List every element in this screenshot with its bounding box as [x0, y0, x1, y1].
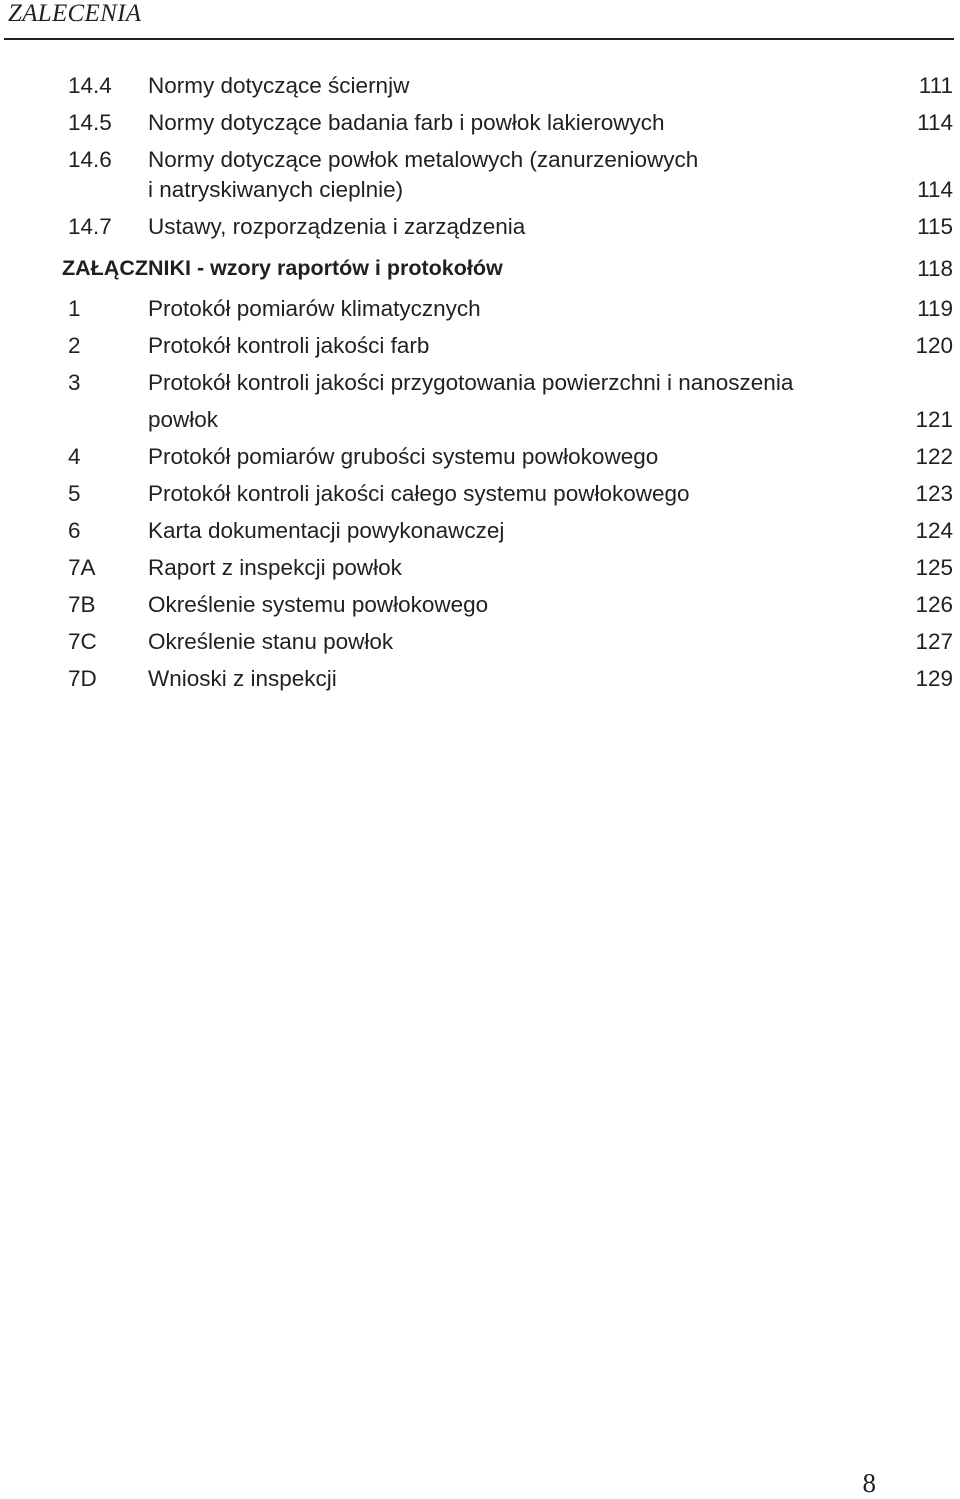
toc-entry-title: Protokół kontroli jakości farb	[148, 333, 430, 358]
toc-entry-title: Normy dotyczące ściernjw	[148, 73, 410, 98]
toc-entry-page: 123	[915, 481, 953, 506]
toc-entry-number: 14.5	[68, 110, 112, 135]
toc-entry[interactable]	[0, 592, 960, 626]
toc-entry[interactable]	[0, 214, 960, 248]
toc-entry-number: 7D	[68, 666, 97, 691]
toc-entry-number: 1	[68, 296, 81, 321]
toc-entry[interactable]	[0, 73, 960, 107]
toc-entry-title: Karta dokumentacji powykonawczej	[148, 518, 505, 543]
toc-entry-page: 111	[918, 73, 953, 98]
toc-entry[interactable]	[0, 110, 960, 144]
toc-entry-page: 122	[915, 444, 953, 469]
toc-entry[interactable]	[0, 370, 960, 442]
toc-entry[interactable]	[0, 555, 960, 589]
toc-entry-title: Normy dotyczące badania farb i powłok lakierowych	[148, 110, 665, 135]
toc-entry-page: 120	[915, 333, 953, 358]
toc-entry-page: 124	[915, 518, 953, 543]
toc-entry[interactable]	[0, 296, 960, 330]
section-heading: ZAŁĄCZNIKI - wzory raportów i protokołów	[62, 256, 503, 280]
toc-entry[interactable]	[0, 518, 960, 552]
toc-entry-page: 114	[917, 177, 953, 202]
toc-entry-number: 5	[68, 481, 81, 506]
toc-entry-title: Określenie systemu powłokowego	[148, 592, 489, 617]
toc-entry-number: 6	[68, 518, 81, 543]
toc-entry-page: 129	[915, 666, 953, 691]
running-header: ZALECENIA	[8, 0, 142, 27]
toc-entry-number: 7C	[68, 629, 97, 654]
toc-entry-page: 127	[915, 629, 953, 654]
toc-entry-title: Normy dotyczące powłok metalowych (zanurzeniowych	[148, 147, 699, 172]
section-heading-page: 118	[917, 256, 953, 281]
toc-entry[interactable]	[0, 481, 960, 515]
toc-entry-title: Wnioski z inspekcji	[148, 666, 337, 691]
toc-entry-page: 121	[915, 407, 953, 432]
toc-entry[interactable]	[0, 629, 960, 663]
toc-entry[interactable]	[0, 444, 960, 478]
header-rule	[4, 38, 954, 40]
toc-entry-number: 3	[68, 370, 81, 395]
page-number: 8	[862, 1468, 876, 1498]
toc-entry-title: Protokół kontroli jakości całego systemu powłokowego	[148, 481, 690, 506]
toc-entry[interactable]	[0, 147, 960, 213]
toc-entry-number: 14.7	[68, 214, 112, 239]
toc-entry-page: 126	[915, 592, 953, 617]
toc-entry-page: 119	[917, 296, 953, 321]
toc-entry-number: 14.6	[68, 147, 112, 172]
toc-entry-title: Określenie stanu powłok	[148, 629, 394, 654]
toc-entry-page: 115	[917, 214, 953, 239]
toc-entry-page: 114	[917, 110, 953, 135]
toc-entry-number: 4	[68, 444, 81, 469]
toc-entry[interactable]	[0, 666, 960, 700]
toc-entry-title: Protokół pomiarów grubości systemu powłokowego	[148, 444, 659, 469]
toc-entry-title: Protokół pomiarów klimatycznych	[148, 296, 481, 321]
toc-entry-number: 7A	[68, 555, 96, 580]
toc-entry-title: Ustawy, rozporządzenia i zarządzenia	[148, 214, 526, 239]
toc-entry-title-continuation: powłok	[148, 407, 219, 432]
toc-entry-title: Protokół kontroli jakości przygotowania powierzchni i nanoszenia	[148, 370, 794, 395]
toc-entry-number: 7B	[68, 592, 96, 617]
toc-entry[interactable]	[0, 333, 960, 367]
toc-entry-number: 14.4	[68, 73, 112, 98]
toc-entry-number: 2	[68, 333, 81, 358]
toc-entry-title-continuation: i natryskiwanych cieplnie)	[148, 177, 404, 202]
toc-entry-title: Raport z inspekcji powłok	[148, 555, 402, 580]
toc-section-entry[interactable]	[0, 256, 960, 290]
toc-entry-page: 125	[915, 555, 953, 580]
